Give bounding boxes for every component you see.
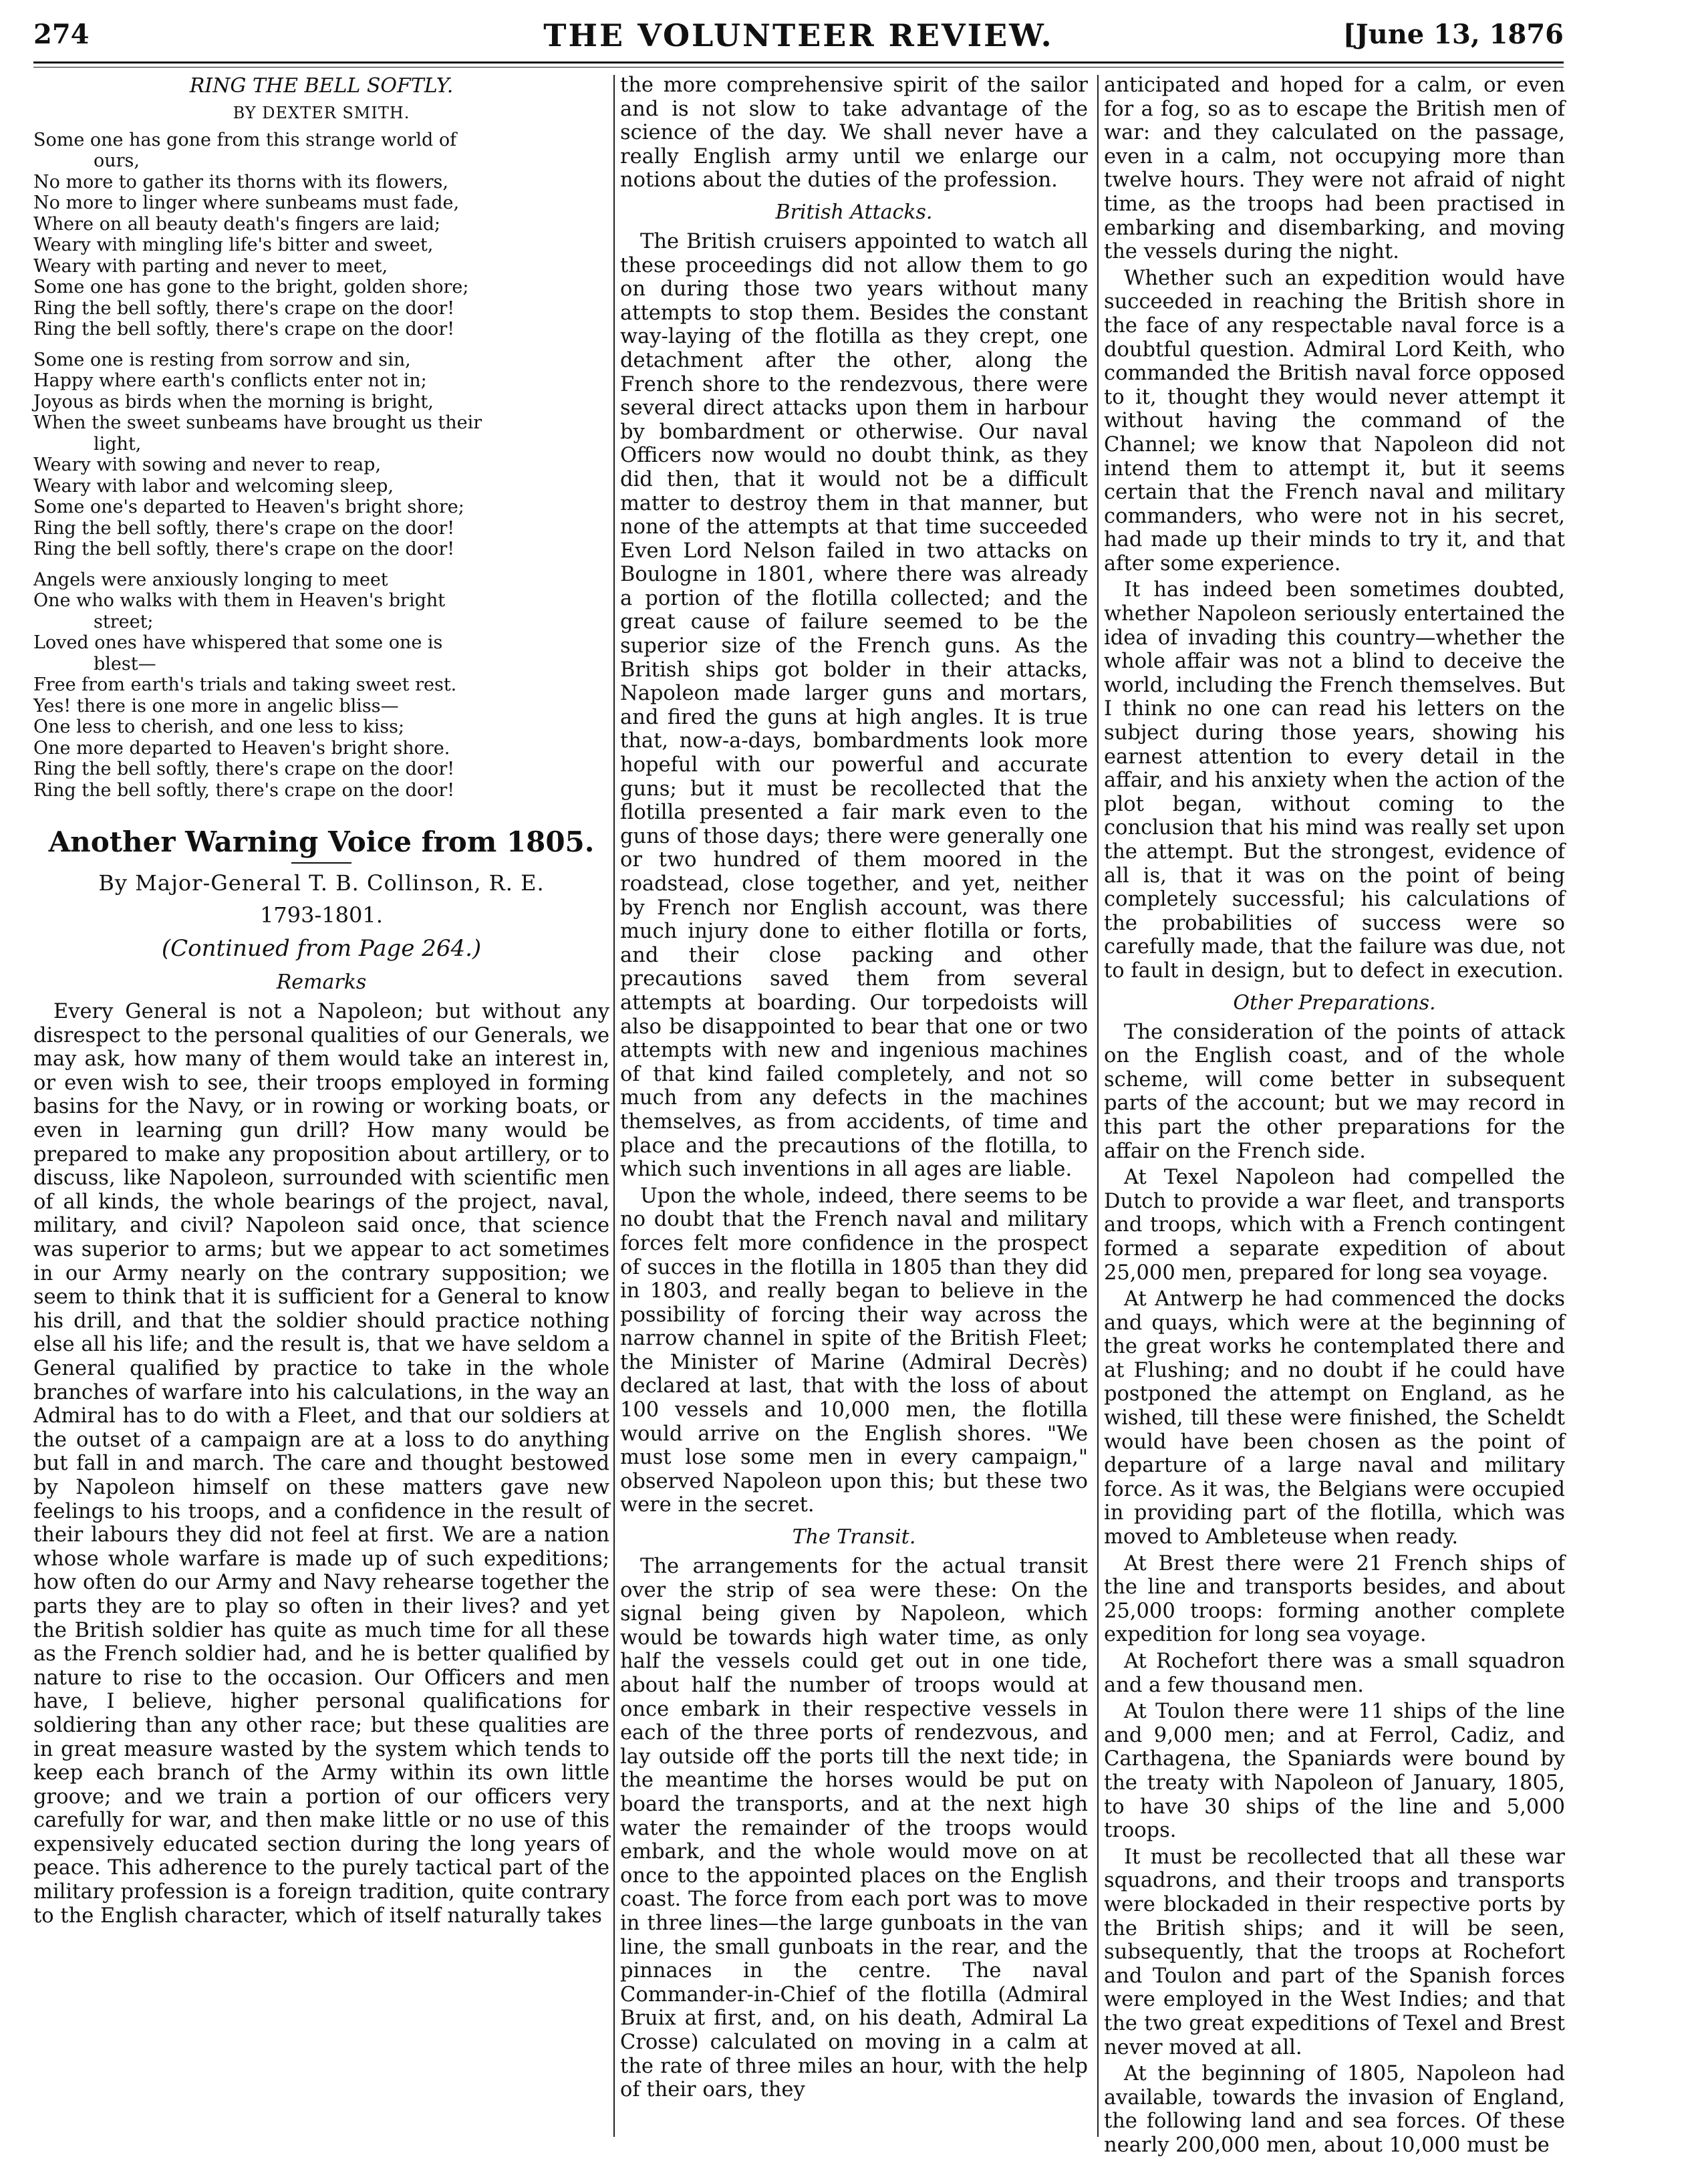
poem-line: Joyous as birds when the morning is bright, [33, 391, 434, 412]
poem-line: Ring the bell softly, there's crape on the door! [33, 517, 455, 539]
header-rule-thin [33, 67, 1564, 68]
column-divider [613, 75, 615, 2137]
article-paragraph: Upon the whole, indeed, there seems to be no doubt that the French naval and military forces felt more confidence in the prospect of succes in the flotilla in 1805 than they did in 1803, and really began to believe in the possibility of forcing their way across the narrow channel in spite of the British Fleet; the Minister of Marine (Admiral Decrès) declared at last, that with the loss of about 100 vessels and 10,000 men, the flotilla would arrive on the English shores. "We must lose some men in every campaign," observed Napoleon upon this; but these two were in the secret. [620, 1184, 1088, 1517]
article-paragraph: At the beginning of 1805, Napoleon had available, towards the invasion of England, the following land and sea forces. Of these nearly 200,000 men, about 10,000 must be [1104, 2062, 1565, 2157]
poem-line: street; [94, 611, 154, 632]
poem-stanza [33, 130, 609, 340]
article-years: 1793-1801. [260, 902, 383, 928]
headline-rule [291, 862, 351, 864]
article-paragraph: The consideration of the points of attack on the English coast, and of the whole scheme, will come better in subsequent parts of the account; but we may record in this part the other preparations for the affair on the French side. [1104, 1020, 1565, 1163]
poem-line: Where on all beauty death's fingers are laid; [33, 213, 440, 235]
poem [33, 74, 609, 801]
article-paragraph: At Antwerp he had commenced the docks and quays, which were at the beginning of the great works he contemplated there and at Flushing; and no doubt if he could have postponed the attempt on England, as he wished, till these were finished, the Scheldt would have been chosen as the point of departure of a large naval and military force. As it was, the Belgians were occupied in providing part of the flotilla, which was moved to Ambleteuse when ready. [1104, 1287, 1565, 1549]
poem-line: ours, [94, 150, 140, 172]
article-paragraph: anticipated and hoped for a calm, or even for a fog, so as to escape the British men of war: and they calculated on the passage, even in a calm, not occupying more than twelve hours. They were not afraid of night time, as the troops had been practised in embarking and disembarking, and moving the vessels during the night. [1104, 74, 1565, 264]
article-paragraph: Every General is not a Napoleon; but without any disrespect to the personal qualities of our Generals, we may ask, how many of them would take an interest in, or even wish to see, their troops employed in forming basins for the Navy, or in rowing or working boats, or even in learning gun drill? How many would be prepared to make any proposition about artillery, or to discuss, like Napoleon, surrounded with scientific men of all kinds, the whole bearings of the project, naval, military, and civil? Napoleon said once, that science was superior to arms; but we appear to act sometimes in our Army nearly on the contrary supposition; we seem to think that it is sufficient for a General to know his drill, and that the soldier should practice nothing else all his life; and the result is, that we have seldom a General qualified by practice to take in the whole branches of warfare into his calculations, in the way an Admiral has to do with a Fleet, and that our soldiers at the outset of a campaign are at a loss to do anything but fall in and march. The care and thought bestowed by Napoleon himself on these matters gave new feelings to his troops, and a confidence in the result of their labours they did not feel at first. We are a nation whose whole warfare is made up of such expeditions; how often do our Army and Navy rehearse together the parts they are to play so often in their lives? and yet the British soldier has quite as much time for all these as the French soldier had, and he is better qualified by nature to rise to the occasion. Our Officers and men have, I believe, higher personal qualifications for soldiering than any other race; but these qualities are in great measure wasted by the system which tends to keep each branch of the Army within its own little groove; and we train a portion of our officers very carefully for war, and then make little or no use of this expensively educated section during the long years of peace. This adherence to the purely tactical part of the military profession is a foreign tradition, quite contrary to the English character, which of itself naturally takes [33, 1000, 609, 1928]
article-headline: Another Warning Voice from 1805. [48, 825, 595, 859]
article-paragraph: The British cruisers appointed to watch all these proceedings did not allow them to go on during those two years without many attempts to stop them. Besides the constant way-laying of the flotilla as they crept, one detachment after the other, along the French shore to the rendezvous, there were several direct attacks upon them in harbour by bombardment or otherwise. Our naval Officers now would no doubt think, as they did then, that it would not be a difficult matter to destroy them in that manner, but none of the attempts at that time succeeded Even Lord Nelson failed in two attacks on Boulogne in 1801, where there was already a portion of the flotilla collected; and the great cause of failure seemed to be the superior size of the French guns. As the British ships got bolder in their attacks, Napoleon made larger guns and mortars, and fired the guns at high angles. It is true that, now-a-days, bombardments look more hopeful with our powerful and accurate guns; but it must be recollected that the flotilla presented a fair mark even to the guns of those days; there were generally one or two hundred of them moored in the roadstead, close together, and yet, neither by French nor English account, was there much injury done to either flotilla or forts, and their close packing and other precautions saved them from several attempts at boarding. Our torpedoists will also be disappointed to bear that one or two attempts with new and ingenious machines of that kind failed completely, and not so much from any defects in the machines themselves, as from accidents, of time and place and the precautions of the flotilla, to which such inventions in all ages are liable. [620, 229, 1088, 1182]
column-2 [620, 74, 1088, 2139]
poem-line: Angels were anxiously longing to meet [33, 569, 388, 590]
column-3 [1104, 74, 1565, 2157]
poem-line: Ring the bell softly, there's crape on the door! [33, 779, 455, 801]
column-1 [33, 74, 609, 2139]
poem-stanza [33, 350, 609, 560]
section-heading-the-transit: The Transit. [792, 1525, 916, 1549]
poem-line: Ring the bell softly, there's crape on the door! [33, 297, 455, 319]
poem-line: Ring the bell softly, there's crape on the door! [33, 759, 455, 780]
article-paragraph: At Rochefort there was a small squadron and a few thousand men. [1104, 1650, 1565, 1697]
poem-line: Happy where earth's conflicts enter not in; [33, 370, 427, 392]
poem-line: One less to cherish, and one less to kiss; [33, 717, 405, 738]
continued-note: (Continued from Page 264.) [161, 935, 482, 963]
poem-line: Weary with labor and welcoming sleep, [33, 475, 394, 497]
poem-line: light, [94, 433, 142, 455]
page-header [33, 12, 1564, 72]
poem-line: Ring the bell softly, there's crape on the door! [33, 539, 455, 560]
publication-title: THE VOLUNTEER REVIEW. [543, 17, 1054, 53]
article-paragraph: Whether such an expedition would have succeeded in reaching the British shore in the face of any respectable naval force is a doubtful question. Admiral Lord Keith, who commanded the British naval force opposed to it, thought they would never attempt it without having the command of the Channel; we know that Napoleon did not intend them to attempt it, but it seems certain that the French naval and military commanders, who were not in his secret, had made up their minds to try it, and that after some experience. [1104, 266, 1565, 575]
poem-line: Yes! there is one more in angelic bliss— [33, 695, 399, 717]
article-paragraph: At Texel Napoleon had compelled the Dutch to provide a war fleet, and transports and troops, which with a French contingent formed a separate expedition of about 25,000 men, prepared for long sea voyage. [1104, 1166, 1565, 1285]
column-divider [1097, 75, 1099, 2137]
poem-line: Weary with sowing and never to reap, [33, 455, 382, 476]
article-paragraph: The arrangements for the actual transit over the strip of sea were these: On the signal being given by Napoleon, which would be towards high water time, as only half the vessels could get out in one tide, about half the number of troops would at once embark in their respective vessels in each of the three ports of rendezvous, and lay outside off the ports till the next tide; in the meantime the horses would be put on board the transports, and at the next high water the remainder of the troops would embark, and the whole would move on at once to the appointed places on the English coast. The force from each port was to move in three lines—the large gunboats in the van line, the small gunboats in the rear, and the pinnaces in the centre. The naval Commander-in-Chief of the flotilla (Admiral Bruix at first, and, on his death, Admiral La Crosse) calculated on moving in a calm at the rate of three miles an hour, with the help of their oars, they [620, 1555, 1088, 2102]
poem-author: BY DEXTER SMITH. [233, 104, 410, 122]
article-paragraph: At Toulon there were 11 ships of the line and 9,000 men; and at Ferrol, Cadiz, and Carthagena, the Spaniards were bound by the treaty with Napoleon of January, 1805, to have 30 ships of the line and 5,000 troops. [1104, 1700, 1565, 1843]
poem-line: Weary with mingling life's bitter and sweet, [33, 235, 434, 256]
article-paragraph: It has indeed been sometimes doubted, whether Napoleon seriously entertained the idea of invading this country—whether the whole affair was not a blind to deceive the world, including the French themselves. But I think no one can read his letters on the subject during those years, showing his earnest attention to every detail in the affair, and his anxiety when the action of the plot began, without coming to the conclusion that his mind was really set upon the attempt. But the strongest, evidence of all is, that it was on the point of being completely successful; his calculations of the probabilities of success were so carefully made, that the failure was due, not to fault in design, but to defect in execution. [1104, 578, 1565, 983]
poem-stanza [33, 569, 609, 801]
poem-title: RING THE BELL SOFTLY. [189, 74, 454, 98]
article-byline: By Major-General T. B. Collinson, R. E. [98, 870, 545, 896]
header-rule [33, 61, 1564, 63]
poem-line: When the sweet sunbeams have brought us their [33, 412, 482, 434]
poem-line: Loved ones have whispered that some one is [33, 632, 443, 654]
poem-line: Free from earth's trials and taking sweet rest. [33, 674, 457, 696]
poem-line: No more to gather its thorns with its flowers, [33, 171, 448, 193]
article-paragraph: At Brest there were 21 French ships of the line and transports besides, and about 25,000 troops: forming another complete expedition for long sea voyage. [1104, 1551, 1565, 1647]
section-heading-other-preparations: Other Preparations. [1233, 991, 1436, 1015]
issue-date: [June 13, 1876 [1342, 19, 1564, 50]
poem-line: Some one has gone from this strange world of [33, 129, 457, 150]
poem-line: No more to linger where sunbeams must fade, [33, 193, 460, 214]
article-paragraph: the more comprehensive spirit of the sailor and is not slow to take advantage of the science of the day. We shall never have a really English army until we enlarge our notions about the duties of the profession. [620, 74, 1088, 193]
section-heading-british-attacks: British Attacks. [775, 200, 933, 224]
poem-line: Ring the bell softly, there's crape on the door! [33, 319, 455, 340]
poem-line: One who walks with them in Heaven's bright [33, 590, 446, 612]
poem-line: Some one has gone to the bright, golden shore; [33, 277, 469, 298]
article-paragraph: It must be recollected that all these war squadrons, and their troops and transports were blockaded in their respective ports by the British ships; and it will be seen, subsequently, that the troops at Rochefort and Toulon and part of the Spanish forces were employed in the West Indies; and that the two great expeditions of Texel and Brest never moved at all. [1104, 1845, 1565, 2059]
page-number: 274 [33, 19, 90, 50]
poem-line: One more departed to Heaven's bright shore. [33, 737, 450, 759]
poem-line: blest— [94, 653, 156, 674]
poem-line: Weary with parting and never to meet, [33, 255, 388, 277]
section-heading-remarks: Remarks [276, 971, 367, 995]
poem-line: Some one's departed to Heaven's bright shore; [33, 497, 464, 518]
poem-line: Some one is resting from sorrow and sin, [33, 349, 411, 370]
